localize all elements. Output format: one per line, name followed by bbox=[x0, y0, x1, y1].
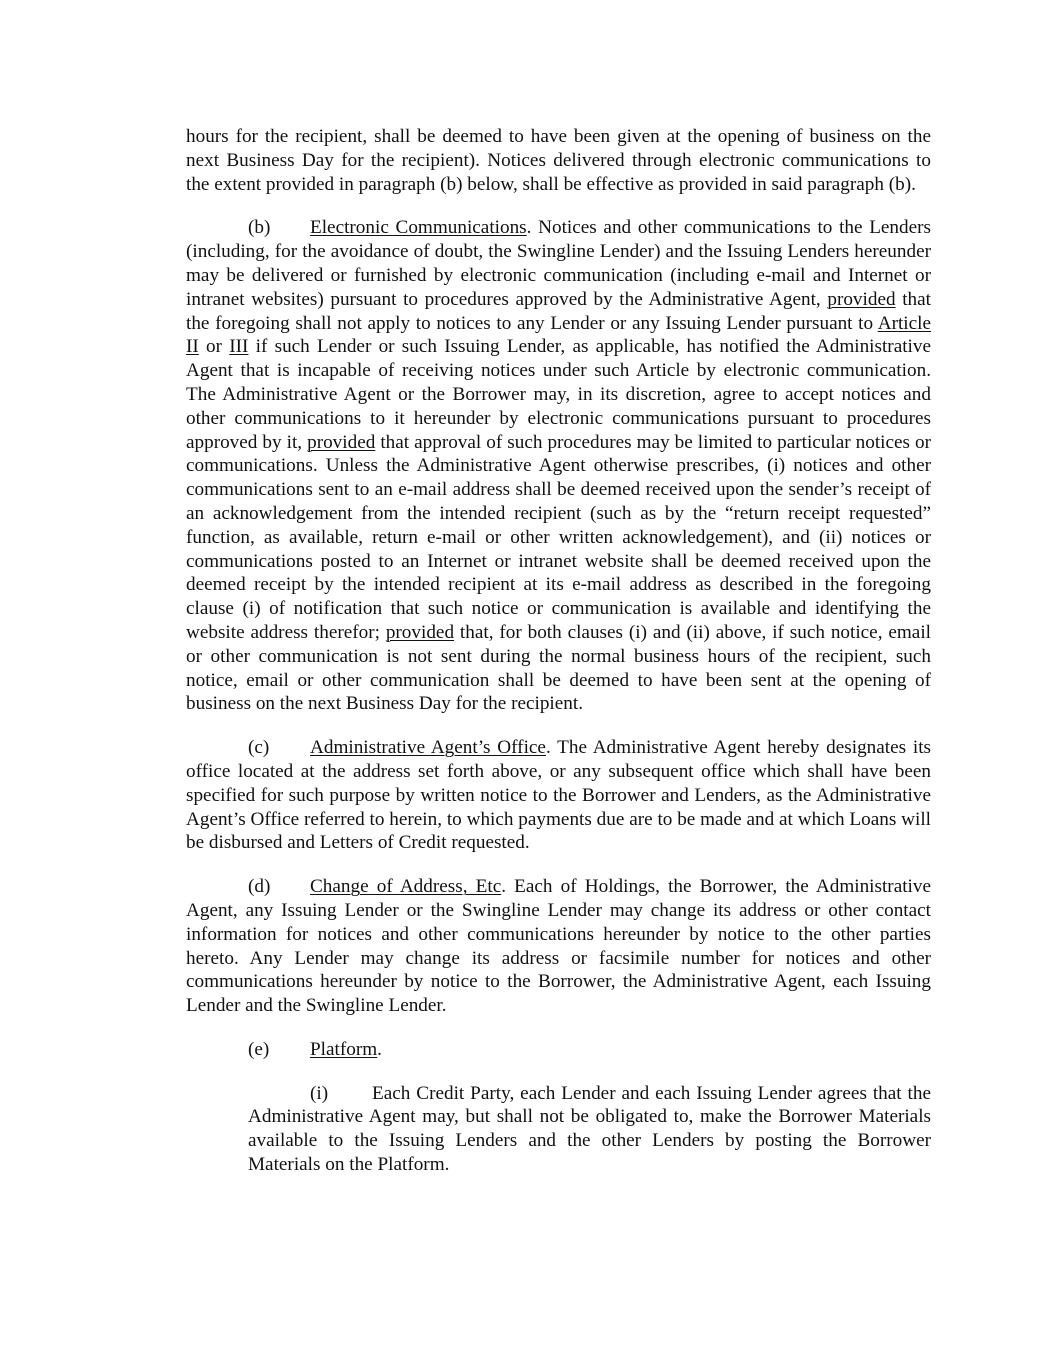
paragraph-e-heading-end: . bbox=[377, 1038, 382, 1060]
article-iii-reference: III bbox=[229, 336, 249, 358]
provided-term-3: provided bbox=[385, 621, 455, 643]
paragraph-c-heading: Administrative Agent’s Office bbox=[310, 737, 546, 759]
paragraph-c-heading-end: . bbox=[545, 737, 551, 759]
paragraph-d-heading-end: . bbox=[501, 876, 507, 898]
paragraph-c bbox=[186, 736, 931, 855]
paragraph-b-text-1: Notices and other communications to the Lenders (including, for the avoidance of doubt, the Swingline Lender) and the Issuing Lenders hereunder may be delivered or furnished by electronic communication (including e-mail and Internet or intranet websites) pursuant to procedures approved by the Administrative Agent, bbox=[186, 217, 931, 310]
paragraph-b-text-2: that the foregoing shall not apply to notices to any Lender or any Issuing Lender pursuant to bbox=[186, 288, 931, 334]
paragraph-b bbox=[186, 216, 931, 716]
paragraph-e-heading: Platform bbox=[310, 1038, 378, 1060]
paragraph-b-heading-end: . bbox=[526, 217, 532, 239]
paragraph-b-text-5: that approval of such procedures may be limited to particular notices or communications. Unless the Administrative Agent otherwise prescribes, (i) notices and other communications sent to an e-mail address shall be deemed received upon the sender’s receipt of an acknowledgement from the intended recipient (such as by the “return receipt requested” function, as available, return e-mail or other written acknowledgement), and (ii) notices or communications posted to an Internet or intranet website shall be deemed received upon the deemed receipt by the intended recipient at its e-mail address as described in the foregoing clause (i) of notification that such notice or communication is available and identifying the website address therefor; bbox=[186, 431, 931, 643]
provided-term-2: provided bbox=[307, 431, 376, 453]
paragraph-b-text-6: that, for both clauses (i) and (ii) above, if such notice, email or other communication is not sent during the normal business hours of the recipient, such notice, email or other communication shall be deemed to have been sent at the opening of business on the next Business Day for the recipient. bbox=[186, 621, 931, 715]
paragraph-e-i-text: Each Credit Party, each Lender and each Issuing Lender agrees that the Administrative Agent may, but shall not be obligated to, make the Borrower Materials available to the Issuing Lenders and the other Lenders by posting the Borrower Materials on the Platform. bbox=[248, 1082, 931, 1176]
document-page bbox=[186, 125, 931, 1197]
paragraph-b-heading: Electronic Communications bbox=[310, 217, 527, 239]
paragraph-d-text: Each of Holdings, the Borrower, the Administrative Agent, any Issuing Lender or the Swingline Lender may change its address or other contact information for notices and other communications hereunder by notice to the other parties hereto. Any Lender may change its address or facsimile number for notices and other communications hereunder by notice to the Borrower, the Administrative Agent, each Issuing Lender and the Swingline Lender. bbox=[186, 876, 931, 1017]
provided-term-1: provided bbox=[827, 288, 896, 310]
paragraph-d-label: (d) bbox=[248, 876, 271, 898]
paragraph-b-text-4: if such Lender or such Issuing Lender, as applicable, has notified the Administrative Agent that is incapable of receiving notices under such Article by electronic communication. The Administrative Agent or the Borrower may, in its discretion, agree to accept notices and other communications to it hereunder by electronic communications pursuant to procedures approved by it, bbox=[186, 336, 931, 453]
paragraph-e-i bbox=[248, 1082, 931, 1177]
paragraph-e bbox=[248, 1038, 931, 1062]
paragraph-c-label: (c) bbox=[248, 737, 270, 759]
paragraph-e-label: (e) bbox=[248, 1038, 270, 1060]
paragraph-b-label: (b) bbox=[248, 217, 271, 239]
paragraph-a-continuation: hours for the recipient, shall be deemed to have been given at the opening of business on the next Business Day for the recipient). Notices delivered through electronic communications to the extent provided in paragraph (b) below, shall be effective as provided in said paragraph (b). bbox=[186, 126, 931, 195]
paragraph-c-text: The Administrative Agent hereby designates its office located at the address set forth above, or any subsequent office which shall have been specified for such purpose by written notice to the Borrower and Lenders, as the Administrative Agent’s Office referred to herein, to which payments due are to be made and at which Loans will be disbursed and Letters of Credit requested. bbox=[186, 737, 931, 854]
paragraph-e-i-label: (i) bbox=[310, 1082, 329, 1104]
paragraph-d bbox=[186, 875, 931, 1018]
paragraph-d-heading: Change of Address, Etc bbox=[310, 876, 502, 898]
paragraph-b-text-3: or bbox=[198, 336, 230, 358]
article-ii-reference: Article II bbox=[186, 312, 931, 358]
